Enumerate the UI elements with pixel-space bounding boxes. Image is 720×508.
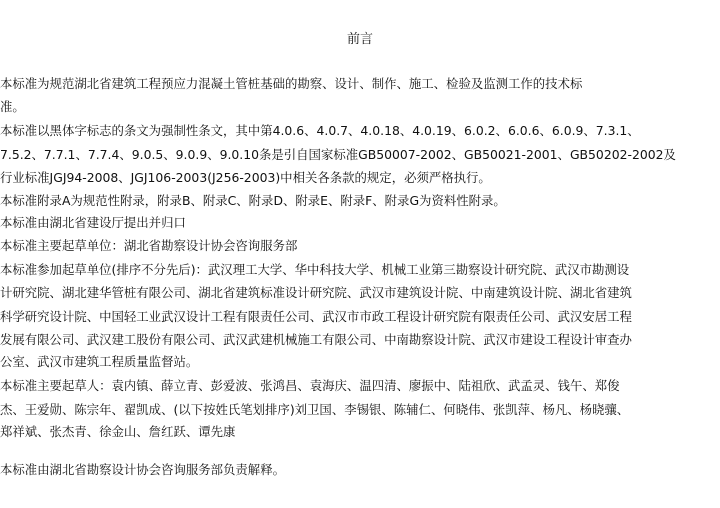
paragraph-line: 科学研究设计院、中国轻工业武汉设计工程有限责任公司、武汉市市政工程设计研究院有限责任公司、武汉安居工程	[0, 309, 632, 324]
paragraph-line: 本标准主要起草单位：湖北省勘察设计协会咨询服务部	[0, 238, 298, 253]
paragraph-line: 本标准由湖北省勘察设计协会咨询服务部负责解释。	[0, 462, 285, 477]
page-title: 前言	[346, 32, 373, 47]
paragraph-line: 本标准主要起草人：袁内镇、薛立青、彭爱波、张鸿昌、袁海庆、温四清、廖振中、陆祖欣、武孟灵、钱午、郑俊	[0, 378, 620, 393]
paragraph-line: 郑祥斌、张杰青、徐金山、詹红跃、谭先康	[0, 424, 236, 439]
paragraph-line: 发展有限公司、武汉建工股份有限公司、武汉武建机械施工有限公司、中南勘察设计院、武汉市建设工程设计审查办	[0, 332, 632, 347]
paragraph-line: 本标准以黑体字标志的条文为强制性条文，其中第4.0.6、4.0.7、4.0.18、4.0.19、6.0.2、6.0.6、6.0.9、7.3.1、	[0, 123, 640, 138]
paragraph-line: 计研究院、湖北建华管桩有限公司、湖北省建筑标准设计研究院、武汉市建筑设计院、中南建筑设计院、湖北省建筑	[0, 285, 632, 300]
paragraph-line: 公室、武汉市建筑工程质量监督站。	[0, 354, 199, 369]
paragraph-line: 7.5.2、7.7.1、7.7.4、9.0.5、9.0.9、9.0.10条是引自国家标准GB50007-2002、GB50021-2001、GB50202-2002及	[0, 147, 676, 162]
paragraph-line: 本标准为规范湖北省建筑工程预应力混凝土管桩基础的勘察、设计、制作、施工、检验及监测工作的技术标	[0, 76, 583, 91]
paragraph-line: 本标准由湖北省建设厅提出并归口	[0, 215, 186, 230]
paragraph-line: 准。	[0, 99, 25, 114]
paragraph-line: 杰、王爱勋、陈宗年、翟凯成、(以下按姓氏笔划排序)刘卫国、李锡银、陈辅仁、何晓伟、张凯萍、杨凡、杨晓骧、	[0, 402, 630, 417]
paragraph-line: 本标准参加起草单位(排序不分先后)：武汉理工大学、华中科技大学、机械工业第三勘察设计研究院、武汉市勘测设	[0, 262, 630, 277]
paragraph-line: 行业标准JGJ94-2008、JGJ106-2003(J256-2003)中相关各条款的规定，必须严格执行。	[0, 170, 491, 185]
paragraph-line: 本标准附录A为规范性附录，附录B、附录C、附录D、附录E、附录F、附录G为资料性附录。	[0, 193, 506, 208]
